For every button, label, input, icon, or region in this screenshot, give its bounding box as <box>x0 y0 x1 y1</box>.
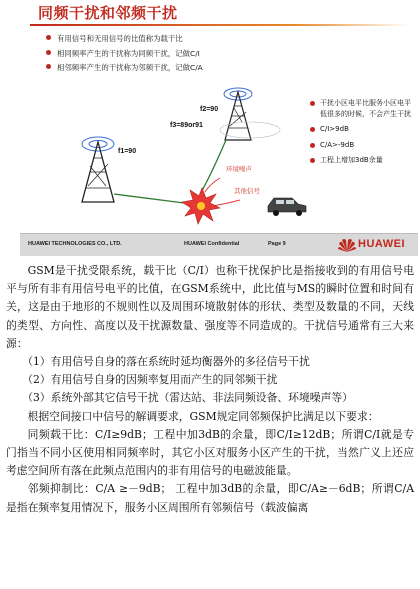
bullet-dot-icon <box>46 35 51 40</box>
label-f2: f2=90 <box>200 106 219 113</box>
bullet-dot-icon <box>46 50 51 55</box>
paragraph: GSM是干扰受限系统，载干比（C/I）也称干扰保护比是指接收到的有用信号电平与所有非有用信号电平的比值，在GSM系统中，此比值与MS的瞬时位置和时间有关，这是由于地形的不规则性以及周围环境散射体的形状、类型及数量的不同，天线的类型、方向性、高度以及干扰源数量、强度等不同造成的。干扰信号通常有三大来源： <box>6 264 414 350</box>
footer-company: HUAWEI TECHNOLOGIES CO., LTD. <box>28 241 122 247</box>
tower-top-icon <box>224 88 252 140</box>
paragraph: 根据空间接口中信号的解调要求，GSM规定同邻频保护比满足以下要求： <box>27 409 379 423</box>
slide-bullet: 相邻频率产生的干扰称为邻频干扰，记做C/A <box>46 61 203 76</box>
huawei-logo-icon <box>338 237 356 253</box>
bullet-dot-icon <box>46 64 51 69</box>
label-other-signal: 其他信号 <box>234 188 260 195</box>
huawei-logo-text: HUAWEI <box>358 238 405 250</box>
bullet-dot-icon <box>310 127 315 132</box>
tower-left-icon <box>82 137 114 202</box>
footer-confidential: HUAWEI Confidential <box>184 241 240 247</box>
signal-line <box>114 194 192 204</box>
slide-right-bullet: C/I>9dB <box>310 124 414 135</box>
article-body <box>6 262 414 517</box>
slide-image <box>20 0 418 258</box>
bullet-dot-icon <box>310 143 315 148</box>
bullet-dot-icon <box>310 158 315 163</box>
paragraph: 邻频抑制比：C/A ≥－9dB； 工程中加3dB的余量，即C/A≥－6dB；所谓C/A是指在频率复用情况下，服务小区周围所有邻频信号（载波偏离 <box>6 482 414 514</box>
slide-right-bullet: 工程上增加3dB余量 <box>310 155 414 166</box>
footer-page-number: Page 9 <box>268 241 286 247</box>
slide-bullet: 相同频率产生的干扰称为同频干扰，记做C/I <box>46 47 203 62</box>
list-item: （2）有用信号自身的因频率复用而产生的同邻频干扰 <box>22 373 278 387</box>
label-f3: f3=89or91 <box>170 122 203 129</box>
interference-diagram <box>20 82 310 230</box>
slide-right-bullet-list <box>310 98 414 171</box>
car-icon <box>268 198 306 216</box>
slide-title: 同频干扰和邻频干扰 <box>38 4 178 22</box>
title-rule <box>30 24 410 26</box>
slide-right-bullet: 干扰小区电平比服务小区电平低很多的时候，不会产生干扰 <box>310 98 414 119</box>
other-signal-arrow <box>212 200 240 206</box>
label-f1: f1=90 <box>118 148 137 155</box>
paragraph: 同频载干比：C/I≥9dB；工程中加3dB的余量，即C/I≥12dB；所谓C/I就是专门指当不同小区使用相同频率时，其它小区对服务小区产生的干扰，当然广义上还应考虑空间所有落在此频点范围内的非有用信号的电磁波能量。 <box>6 427 414 478</box>
bullet-dot-icon <box>310 101 315 106</box>
label-noise: 环境噪声 <box>226 166 252 173</box>
slide-right-bullet: C/A>-9dB <box>310 140 414 151</box>
signal-line <box>200 140 226 194</box>
interference-burst-icon <box>182 188 220 224</box>
list-item: （3）系统外部其它信号干扰（雷达站、非法同频设备、环境噪声等） <box>22 391 353 405</box>
slide-bullet: 有用信号和无用信号的比值称为载干比 <box>46 32 203 47</box>
slide-footer <box>20 233 418 256</box>
slide-bullet-list <box>46 32 203 76</box>
list-item: （1）有用信号自身的落在系统时延均衡器外的多径信号干扰 <box>22 355 310 369</box>
